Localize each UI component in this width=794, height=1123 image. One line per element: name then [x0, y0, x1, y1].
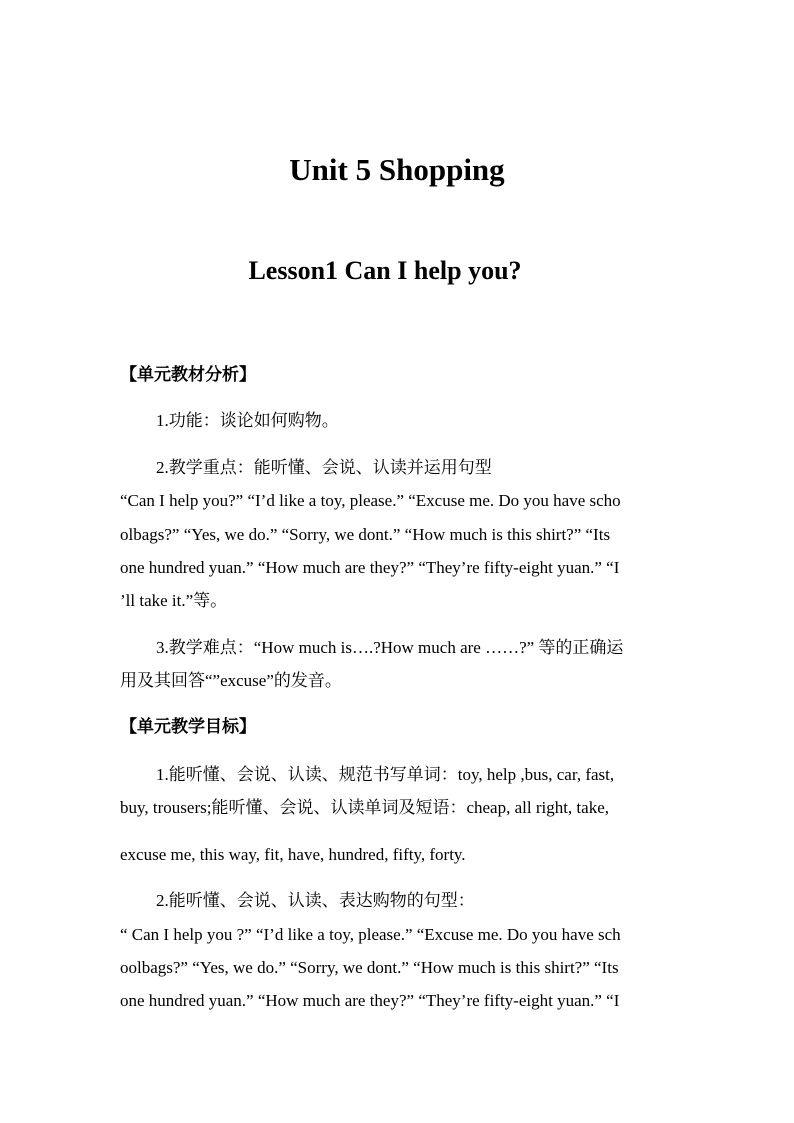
objectives-sentences-line: one hundred yuan.” “How much are they?” “They’re fifty-eight yuan.” “I — [120, 991, 620, 1010]
key-points-line: “Can I help you?” “I’d like a toy, please.” “Excuse me. Do you have scho — [120, 491, 621, 510]
objectives-vocab-line: buy, trousers;能听懂、会说、认读单词及短语：cheap, all right, take, — [120, 798, 609, 817]
analysis-item-function: 1.功能：谈论如何购物。 — [156, 411, 339, 430]
lesson-title — [0, 256, 794, 286]
section-heading-analysis: 【单元教材分析】 — [120, 365, 256, 384]
key-points-line: olbags?” “Yes, we do.” “Sorry, we dont.” “How much is this shirt?” “Its — [120, 525, 611, 544]
objectives-sentences-label: 2.能听懂、会说、认读、表达购物的句型： — [156, 891, 475, 910]
objectives-vocab-line: excuse me, this way, fit, have, hundred, fifty, forty. — [120, 845, 466, 864]
section-heading-objectives: 【单元教学目标】 — [120, 717, 256, 736]
objectives-sentences-line: “ Can I help you ?” “I’d like a toy, please.” “Excuse me. Do you have sch — [120, 925, 621, 944]
key-points-line: one hundred yuan.” “How much are they?” “They’re fifty-eight yuan.” “I — [120, 558, 620, 577]
objectives-vocab-line: 1.能听懂、会说、认读、规范书写单词：toy, help ,bus, car, fast, — [156, 765, 615, 784]
key-points-line: ’ll take it.”等。 — [120, 591, 228, 610]
analysis-item-key-points-label: 2.教学重点：能听懂、会说、认读并运用句型 — [156, 458, 492, 477]
difficulty-line: 用及其回答“”excuse”的发音。 — [120, 671, 342, 690]
difficulty-line: 3.教学难点：“How much is….?How much are ……?” 等的正确运 — [156, 638, 624, 657]
lesson-title-text: Lesson1 Can I help you? — [248, 256, 522, 285]
unit-title: Unit 5 Shopping — [289, 152, 505, 187]
objectives-sentences-line: oolbags?” “Yes, we do.” “Sorry, we dont.” “How much is this shirt?” “Its — [120, 958, 619, 977]
